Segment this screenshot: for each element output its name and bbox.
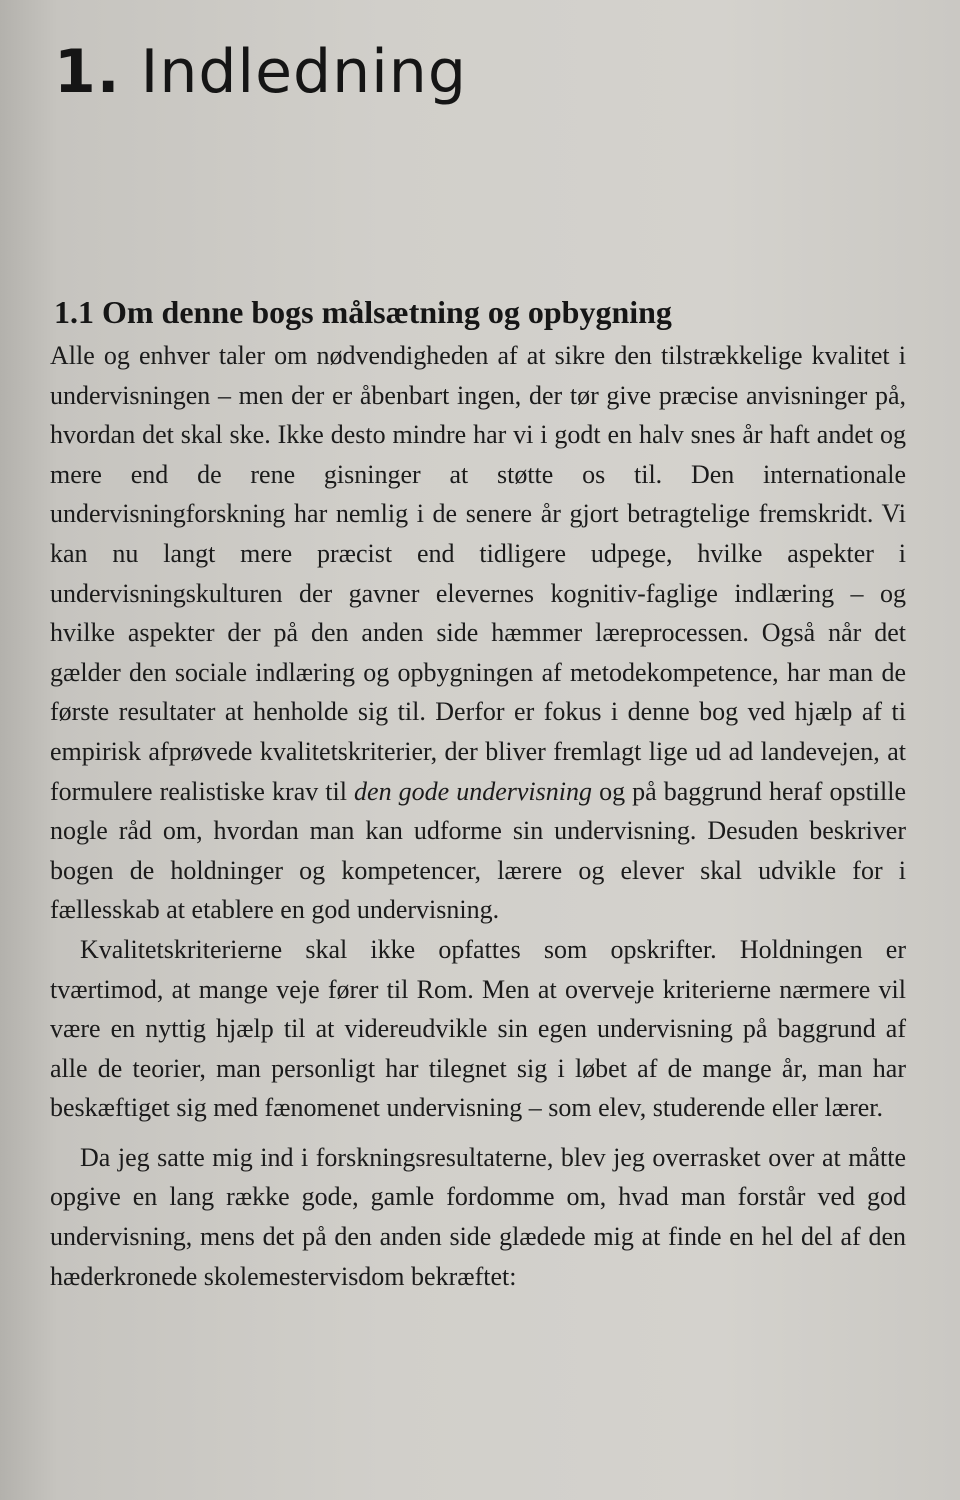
paragraph-1-part-1: Alle og enhver taler om nødvendigheden af at sikre den tilstrækkelige kvalitet i undervisningen – men der er åbenbart ingen, der tør give præcise anvisninger på, hvordan det skal ske. Ikke desto mindre har vi i godt en halv snes år haft andet og mere end de rene gisninger at støtte os til. Den internationale undervisningforskning har nemlig i de senere år gjort betragtelige fremskridt. Vi kan nu langt mere præcist end tidligere udpege, hvilke aspekter i undervisningskulturen der gavner elevernes kognitiv-faglige indlæring – og hvilke aspekter der på den anden side hæmmer læreprocessen. Også når det gælder den sociale indlæring og opbygningen af metodekompetence, har man de første resultater at henholde sig til. Derfor er fokus i denne bog ved hjælp af ti empirisk afprøvede kvalitetskriterier, der bliver fremlagt lige ud ad landevejen, at formulere realistiske krav til: [50, 341, 906, 806]
paragraph-3: Da jeg satte mig ind i forskningsresultaterne, blev jeg overrasket over at måtte opgive en lang række gode, gamle fordomme om, hvad man forstår ved god undervisning, mens det på den anden side glædede mig at finde en hel del af den hæderkronede skolemestervisdom bekræftet:: [50, 1142, 906, 1291]
paragraph-1-part-2: og på baggrund heraf opstille nogle råd om, hvordan man kan udforme sin undervisning. Desuden beskriver bogen de holdninger og kompetencer, lærere og elever skal udvikle for i fællesskab at etablere en god undervisning.: [50, 776, 906, 925]
paragraph-1: [50, 336, 906, 930]
chapter-number: 1.: [54, 37, 121, 107]
body-text: [50, 336, 906, 1296]
paragraph-2: Kvalitetskriterierne skal ikke opfattes som opskrifter. Holdningen er tværtimod, at mange veje fører til Rom. Men at overveje kriterierne nærmere vil være en nyttig hjælp til at videreudvikle sin egen undervisning på baggrund af alle de teorier, man personligt har tilegnet sig i løbet af de mange år, man har beskæftiget sig med fænomenet undervisning – som elev, studerende eller lærer.: [50, 934, 906, 1123]
chapter-heading: [54, 30, 906, 114]
section-heading: 1.1 Om denne bogs målsætning og opbygning: [54, 294, 672, 330]
chapter-title: Indledning: [140, 37, 467, 107]
paragraph-1-emphasis: den gode undervisning: [354, 776, 592, 806]
book-page: [46, 30, 906, 1296]
